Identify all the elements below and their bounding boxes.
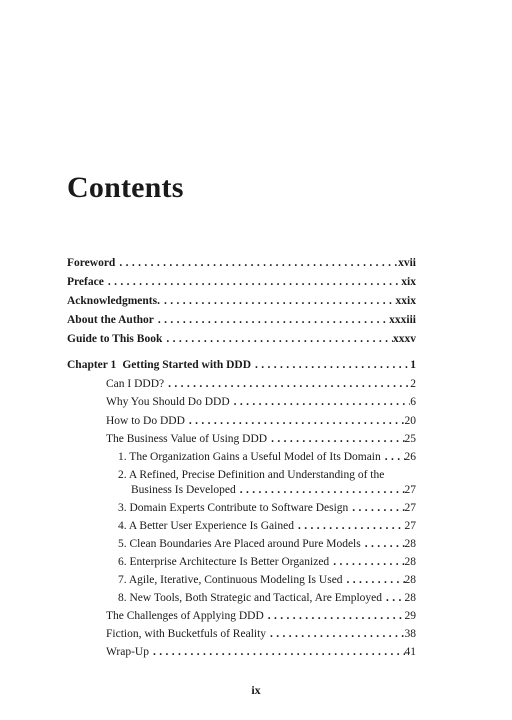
toc-section-label: The Business Value of Using DDD <box>106 433 268 445</box>
toc-subsection-page: 27 <box>404 520 416 532</box>
leader-dots <box>160 294 396 308</box>
toc-section-label: The Challenges of Applying DDD <box>106 610 264 622</box>
toc-subsection-label: 4. A Better User Experience Is Gained <box>118 520 294 532</box>
toc-subsection-label: 7. Agile, Iterative, Continuous Modeling Is Used <box>118 574 343 586</box>
chapter-title: Getting Started with DDD <box>122 359 252 371</box>
leader-dots <box>104 275 401 289</box>
toc-section[interactable] <box>106 432 416 446</box>
toc-section[interactable] <box>106 377 416 391</box>
toc-entry-foreword[interactable] <box>67 256 416 270</box>
toc-entry-preface[interactable] <box>67 275 416 289</box>
toc-entry-acknowledgments[interactable] <box>67 294 416 308</box>
leader-dots <box>185 414 405 428</box>
toc-subsection[interactable] <box>118 555 416 569</box>
toc-entry-label: About the Author <box>67 314 154 326</box>
toc-subsection-page: 28 <box>404 556 416 568</box>
leader-dots <box>164 377 410 391</box>
toc-entry-page: xvii <box>398 257 416 269</box>
page-number: ix <box>251 683 261 697</box>
leader-dots <box>348 501 404 515</box>
toc-subsection[interactable] <box>118 591 416 605</box>
leader-dots <box>149 645 405 659</box>
toc-subsection[interactable] <box>118 537 416 551</box>
page-title: Contents <box>67 171 184 204</box>
toc-subsection-label: 5. Clean Boundaries Are Placed around Pure Models <box>118 538 361 550</box>
leader-dots <box>294 519 405 533</box>
leader-dots <box>115 256 398 270</box>
toc-section[interactable] <box>106 645 416 659</box>
toc-entry-label: Guide to This Book <box>67 333 163 345</box>
leader-dots <box>381 450 405 464</box>
leader-dots <box>382 591 404 605</box>
toc-subsection-label: 3. Domain Experts Contribute to Software Design <box>118 502 349 514</box>
leader-dots <box>266 627 404 641</box>
toc-subsection-label-continued: Business Is Developed <box>131 484 236 496</box>
toc-section-label: Fiction, with Bucketfuls of Reality <box>106 628 267 640</box>
leader-dots <box>361 537 405 551</box>
toc-entry-page: xix <box>401 276 416 288</box>
toc-subsection-page: 26 <box>404 451 416 463</box>
toc-section-page: 25 <box>404 433 416 445</box>
chapter-number: Chapter 1 <box>67 359 117 371</box>
toc-subsection-page: 28 <box>404 574 416 586</box>
toc-entry-about-author[interactable] <box>67 313 416 327</box>
toc-section-label: Why You Should Do DDD <box>106 396 230 408</box>
toc-subsection[interactable] <box>118 450 416 464</box>
toc-subsection-label: 8. New Tools, Both Strategic and Tactical, Are Employed <box>118 592 383 604</box>
toc-subsection[interactable] <box>118 501 416 515</box>
toc-section-label: How to Do DDD <box>106 415 185 427</box>
toc-section[interactable] <box>106 609 416 623</box>
toc-section-page: 41 <box>404 646 416 658</box>
toc-subsection-label: 6. Enterprise Architecture Is Better Organized <box>118 556 330 568</box>
toc-section-page: 2 <box>410 378 416 390</box>
leader-dots <box>230 395 411 409</box>
toc-section-label: Wrap-Up <box>106 646 149 658</box>
toc-entry-page: xxix <box>395 295 416 307</box>
toc-chapter-heading <box>67 358 251 372</box>
toc-entry-page: xxxv <box>393 333 416 345</box>
toc-subsection-page: 28 <box>404 538 416 550</box>
toc-entry-label: Preface <box>67 276 104 288</box>
toc-section-label: Can I DDD? <box>106 378 165 390</box>
leader-dots <box>267 432 404 446</box>
leader-dots <box>162 332 393 346</box>
toc-subsection-label: 1. The Organization Gains a Useful Model of Its Domain <box>118 451 381 463</box>
toc-subsection-label[interactable]: 2. A Refined, Precise Definition and Understanding of the <box>118 469 385 481</box>
toc-entry-label: Acknowledgments. <box>67 295 160 307</box>
toc-section[interactable] <box>106 414 416 428</box>
toc-entry-page: 1 <box>410 359 416 371</box>
toc-entry-guide[interactable] <box>67 332 416 346</box>
toc-entry-label: Foreword <box>67 257 116 269</box>
toc-subsection[interactable] <box>131 483 416 497</box>
toc-entry-page: xxxiii <box>389 314 416 326</box>
toc-section[interactable] <box>106 395 416 409</box>
toc-section-page: 38 <box>404 628 416 640</box>
toc-section-page: 29 <box>404 610 416 622</box>
toc-subsection-page: 27 <box>404 484 416 496</box>
toc-section-page: 6 <box>410 396 416 408</box>
toc-section-page: 20 <box>404 415 416 427</box>
toc-subsection-page: 27 <box>404 502 416 514</box>
leader-dots <box>236 483 405 497</box>
leader-dots <box>343 573 405 587</box>
leader-dots <box>264 609 405 623</box>
leader-dots <box>154 313 389 327</box>
toc-subsection[interactable] <box>118 519 416 533</box>
toc-section[interactable] <box>106 627 416 641</box>
toc-entry-chapter-1[interactable] <box>67 358 416 372</box>
leader-dots <box>329 555 404 569</box>
leader-dots <box>251 358 410 372</box>
toc-subsection-page: 28 <box>404 592 416 604</box>
toc-subsection[interactable] <box>118 573 416 587</box>
